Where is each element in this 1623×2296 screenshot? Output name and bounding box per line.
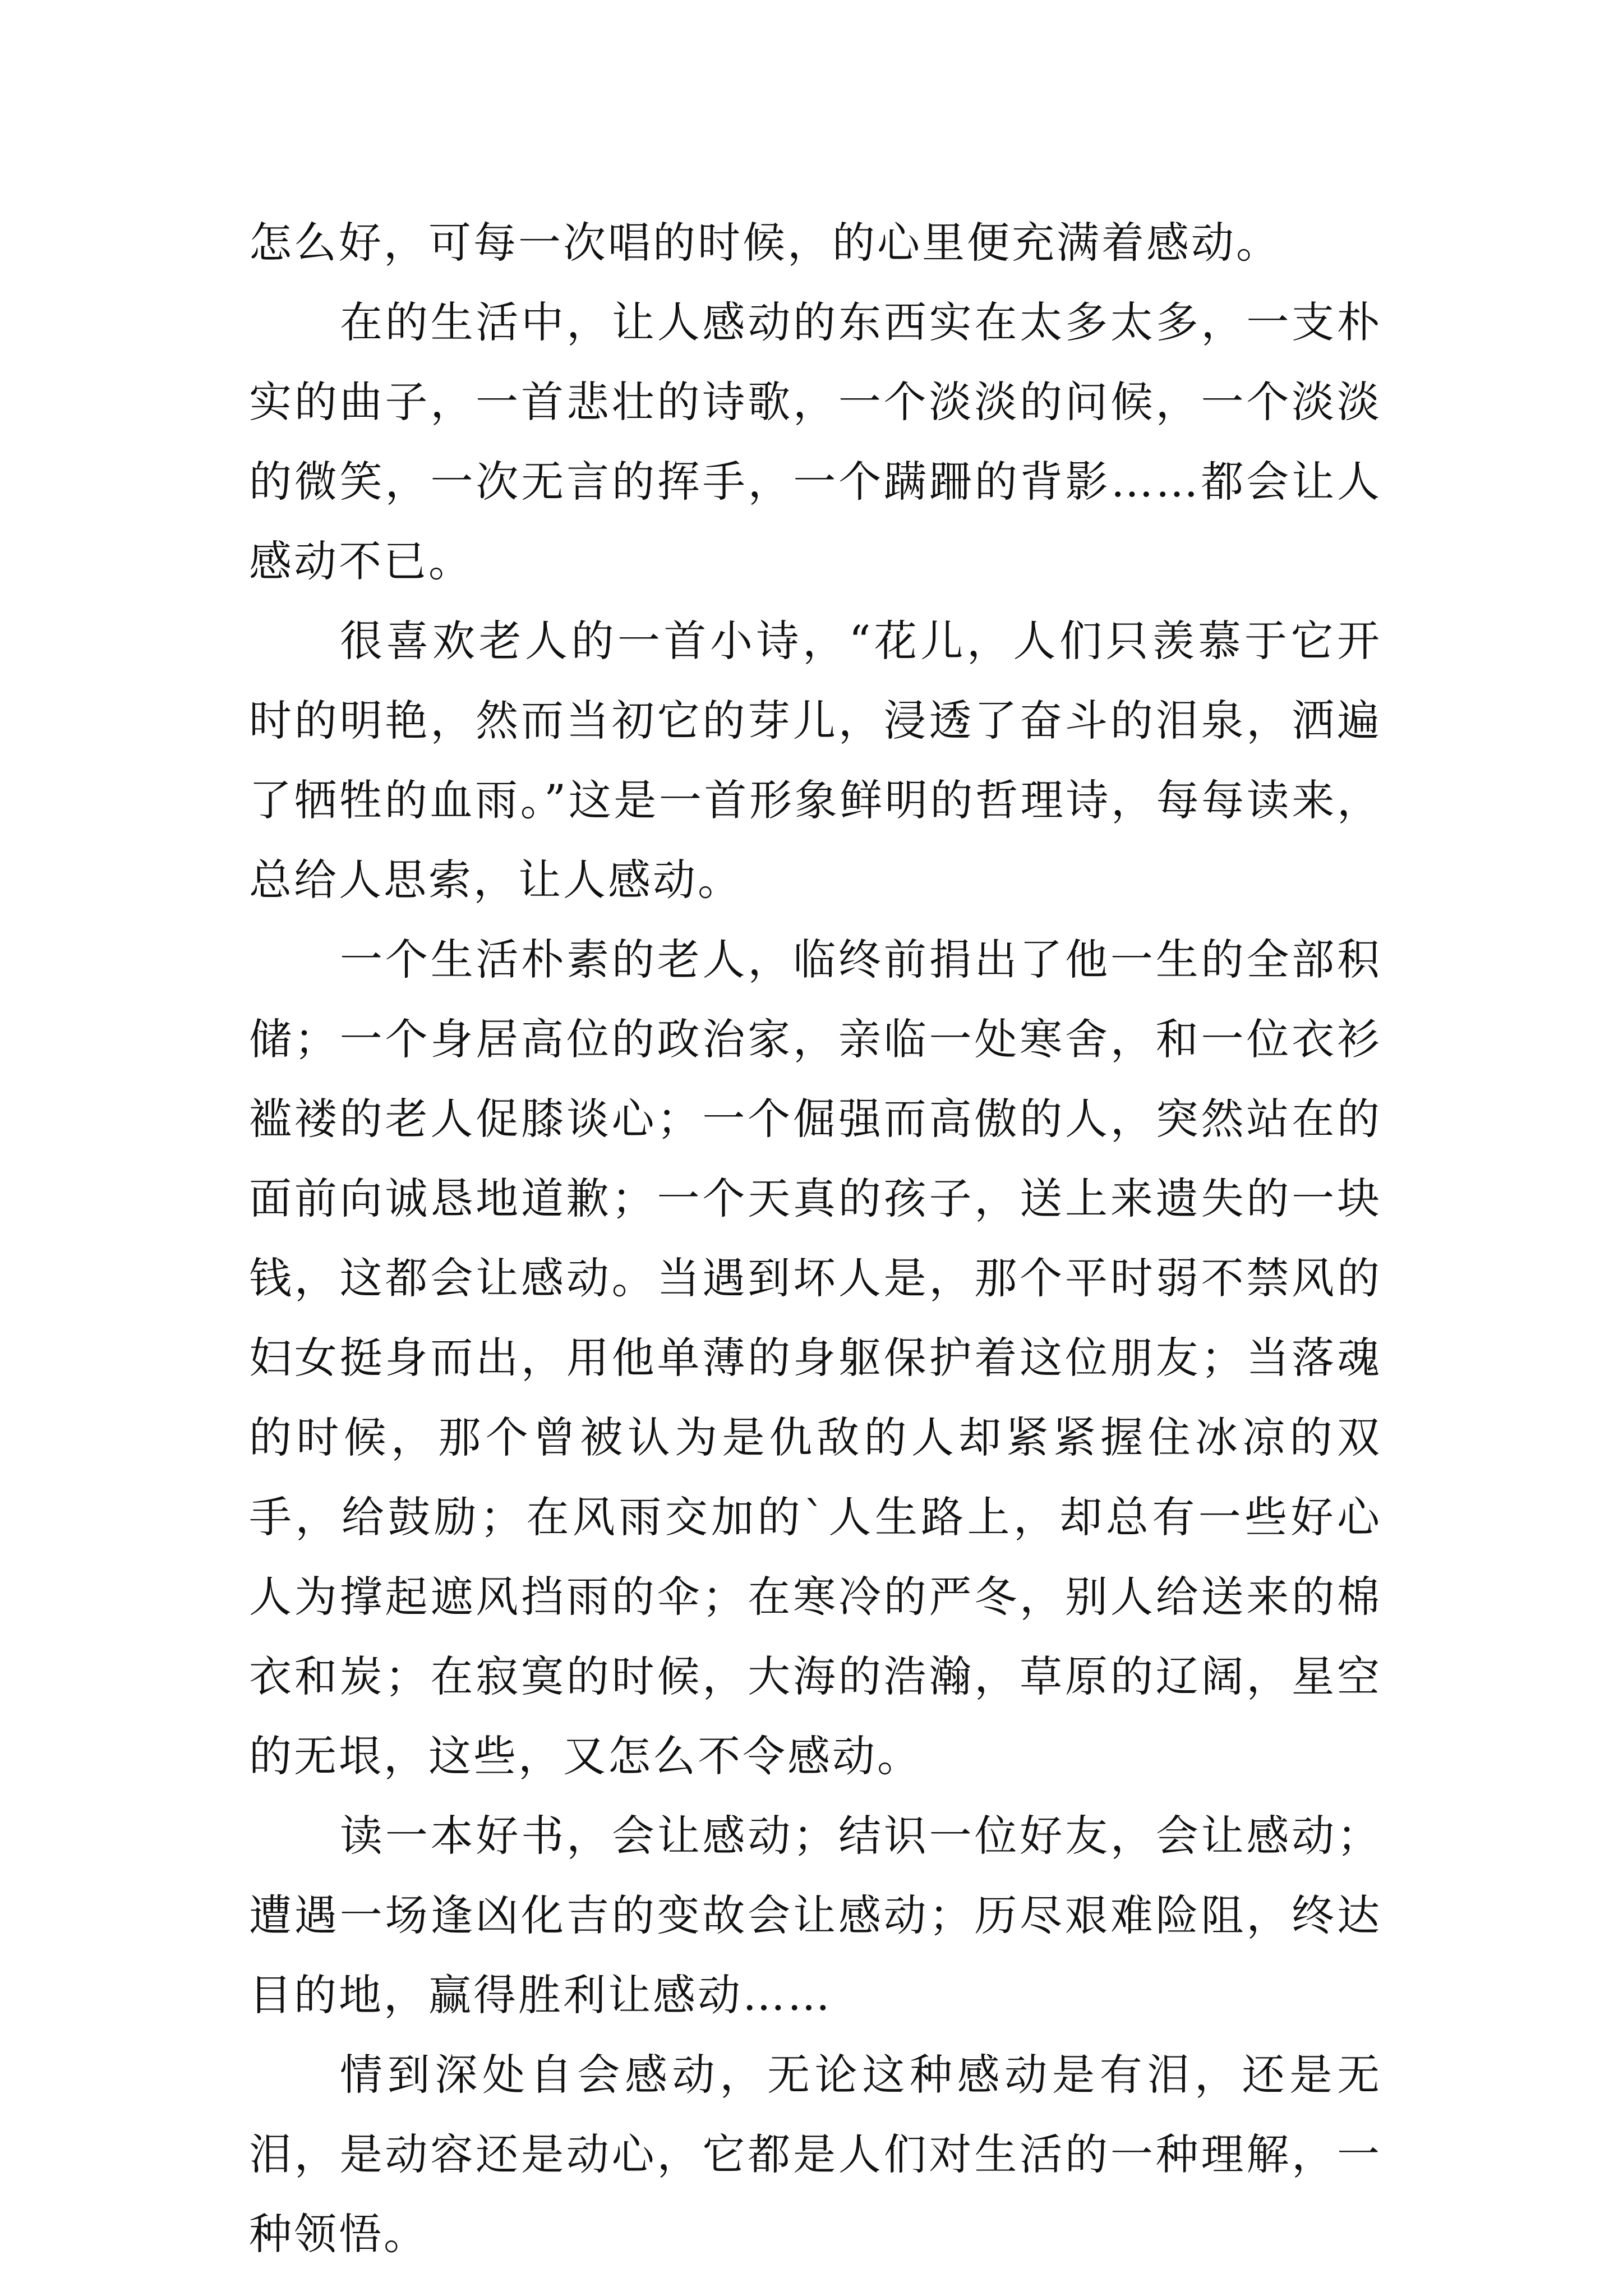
paragraph-1: 怎么好，可每一次唱的时候，的心里便充满着感动。: [249, 218, 1281, 268]
body-text: [249, 203, 1382, 2274]
paragraph-4: 一个生活朴素的老人，临终前捐出了他一生的全部积储；一个身居高位的政治家，亲临一处寒舍，和一位衣衫褴褛的老人促膝谈心；一个倔强而高傲的人，突然站在的面前向诚恳地道歉；一个天真的孩子，送上来遗失的一块钱，这都会让感动。当遇到坏人是，那个平时弱不禁风的妇女挺身而出，用他单薄的身躯保护着这位朋友；当落魂的时候，那个曾被认为是仇敌的人却紧紧握住冰凉的双手，给鼓励；在风雨交加的`人生路上，却总有一些好心人为撑起遮风挡雨的伞；在寒冷的严冬，别人给送来的棉衣和炭；在寂寞的时候，大海的浩瀚，草原的辽阔，星空的无垠，这些，又怎么不令感动。: [249, 935, 1382, 1781]
paragraph-2: 在的生活中，让人感动的东西实在太多太多，一支朴实的曲子，一首悲壮的诗歌，一个淡淡的问候，一个淡淡的微笑，一次无言的挥手，一个蹒跚的背影……都会让人感动不已。: [249, 297, 1382, 586]
paragraph-5: 读一本好书，会让感动；结识一位好友，会让感动；遭遇一场逢凶化吉的变故会让感动；历尽艰难险阻，终达目的地，赢得胜利让感动……: [249, 1811, 1382, 2020]
paragraph-3: 很喜欢老人的一首小诗，“花儿，人们只羡慕于它开时的明艳，然而当初它的芽儿，浸透了奋斗的泪泉，洒遍了牺牲的血雨。”这是一首形象鲜明的哲理诗，每每读来，总给人思索，让人感动。: [249, 616, 1382, 905]
paragraph-6: 情到深处自会感动，无论这种感动是有泪，还是无泪，是动容还是动心，它都是人们对生活的一种理解，一种领悟。: [249, 2050, 1382, 2259]
